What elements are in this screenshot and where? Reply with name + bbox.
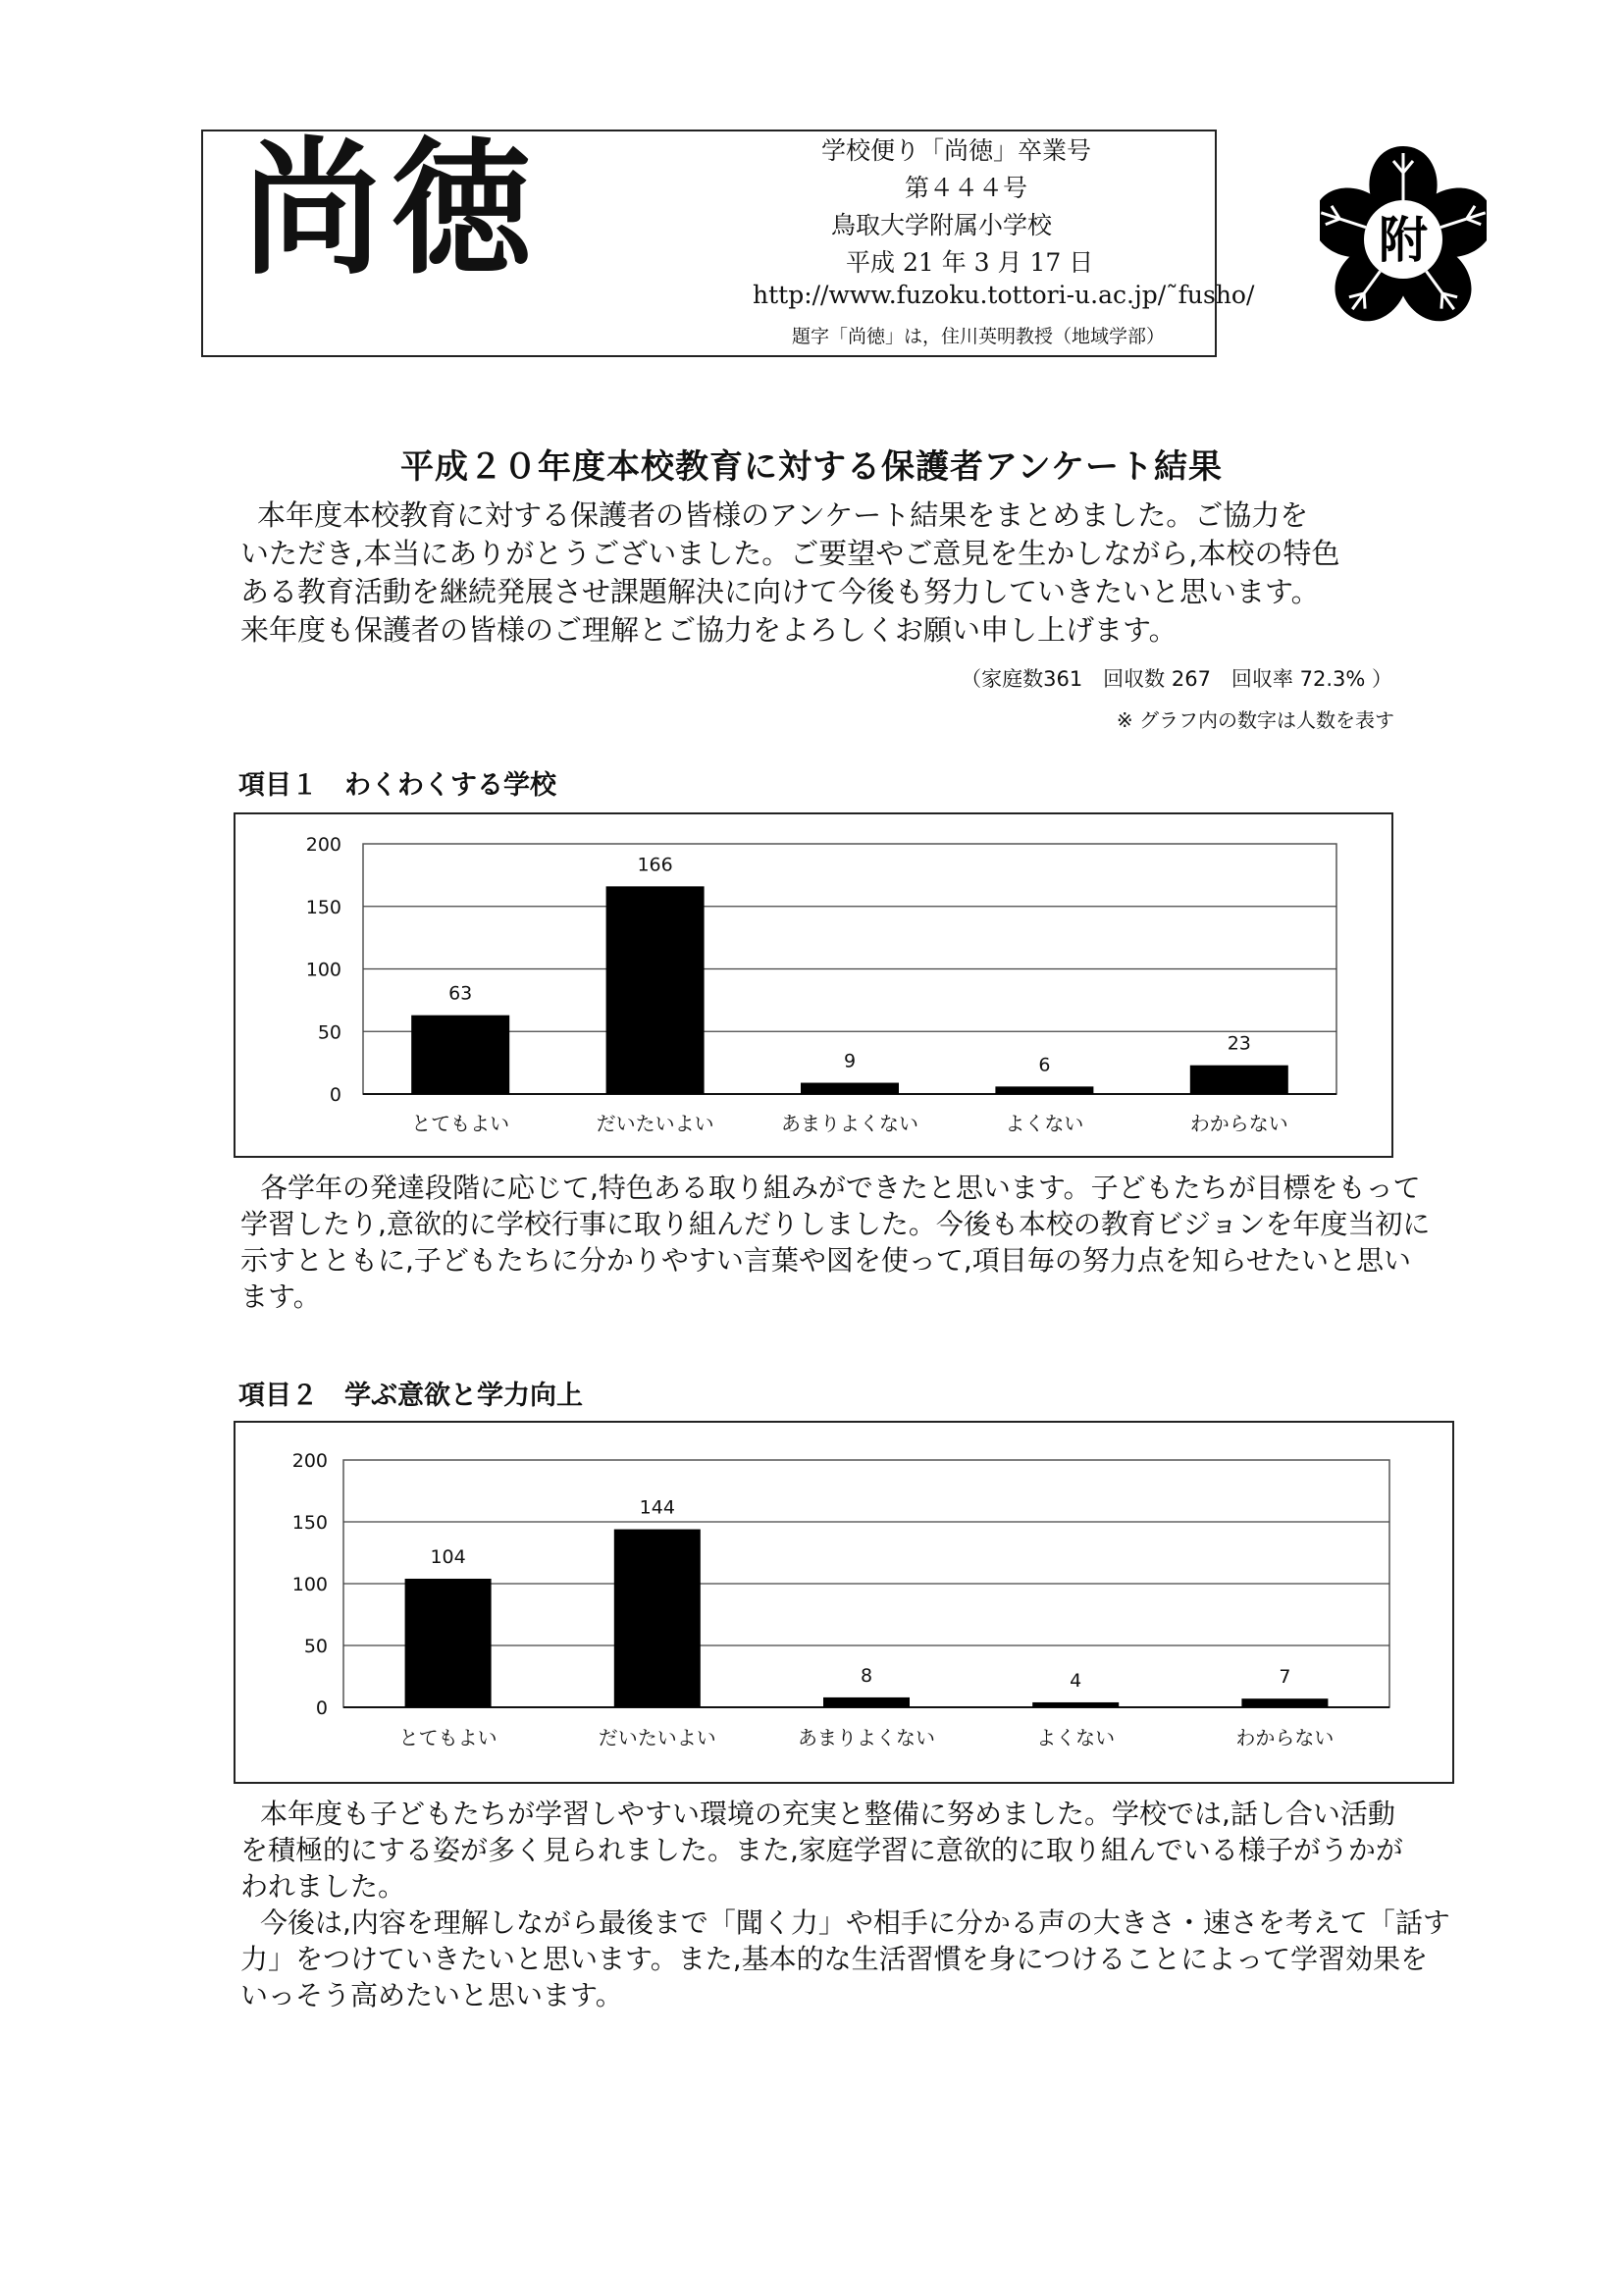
data-label: 7 bbox=[1279, 1666, 1291, 1689]
school-emblem-icon bbox=[1320, 130, 1487, 331]
newsletter-title: 学校便り「尚徳」卒業号 bbox=[821, 136, 1092, 165]
x-tick-label: とてもよい bbox=[398, 1726, 497, 1749]
y-tick-label: 200 bbox=[305, 834, 341, 856]
y-tick-label: 200 bbox=[291, 1450, 328, 1472]
section2-comment-line: を積極的にする姿が多く見られました。また,家庭学習に意欲的に取り組んでいる様子がうかが bbox=[240, 1834, 1403, 1866]
intro-line: いただき,本当にありがとうございました。ご要望やご意見を生かしながら,本校の特色 bbox=[240, 537, 1340, 570]
school-name: 鳥取大学附属小学校 bbox=[831, 211, 1053, 239]
bar bbox=[995, 1086, 1093, 1094]
section1-heading: 項目１ わくわくする学校 bbox=[238, 770, 556, 801]
x-tick-label: わからない bbox=[1189, 1112, 1288, 1135]
bar bbox=[1190, 1066, 1288, 1094]
section1-comment-line: ます。 bbox=[240, 1280, 321, 1313]
y-tick-label: 100 bbox=[305, 959, 341, 981]
x-tick-label: わからない bbox=[1235, 1726, 1335, 1749]
data-label: 144 bbox=[639, 1496, 675, 1519]
data-label: 9 bbox=[843, 1050, 857, 1072]
y-tick-label: 0 bbox=[315, 1697, 328, 1719]
emblem-character: 附 bbox=[1379, 211, 1428, 269]
page-title: 平成２０年度本校教育に対する保護者アンケート結果 bbox=[400, 447, 1223, 487]
bar bbox=[614, 1530, 701, 1707]
survey-stats: （家庭数361 回収数 267 回収率 72.3% ） bbox=[961, 667, 1392, 691]
section2-comment-line: いっそう高めたいと思います。 bbox=[240, 1979, 623, 2011]
newsletter-logo: 尚徳 bbox=[242, 123, 541, 295]
y-tick-label: 150 bbox=[291, 1512, 328, 1534]
data-label: 23 bbox=[1227, 1032, 1251, 1055]
x-tick-label: よくない bbox=[1005, 1112, 1084, 1135]
data-label: 6 bbox=[1038, 1054, 1051, 1076]
bar bbox=[1241, 1698, 1328, 1707]
y-tick-label: 100 bbox=[291, 1574, 328, 1595]
data-label: 63 bbox=[448, 982, 473, 1005]
section1-comment-line: 各学年の発達段階に応じて,特色ある取り組みができたと思います。子どもたちが目標をもって bbox=[260, 1172, 1421, 1204]
issue-number: 第４４４号 bbox=[905, 174, 1028, 202]
x-tick-label: あまりよくない bbox=[798, 1726, 935, 1749]
section2-comment-line: 今後は,内容を理解しながら最後まで「聞く力」や相手に分かる声の大きさ・速さを考えて「話す bbox=[260, 1906, 1450, 1939]
bar bbox=[801, 1083, 899, 1094]
graph-note: ※ グラフ内の数字は人数を表す bbox=[1116, 708, 1394, 732]
issue-date: 平成 21 年 3 月 17 日 bbox=[846, 248, 1094, 277]
bar bbox=[606, 886, 705, 1094]
bar bbox=[411, 1016, 509, 1094]
y-tick-label: 0 bbox=[329, 1084, 341, 1106]
y-tick-label: 50 bbox=[317, 1021, 341, 1044]
bar bbox=[823, 1697, 910, 1707]
school-url[interactable]: http://www.fuzoku.tottori-u.ac.jp/˜fusho/ bbox=[753, 281, 1255, 309]
chart1-frame bbox=[234, 812, 1393, 1158]
x-tick-label: あまりよくない bbox=[781, 1112, 918, 1135]
chart-svg bbox=[236, 1423, 1452, 1782]
section2-comment-line: われました。 bbox=[240, 1870, 406, 1903]
data-label: 4 bbox=[1070, 1669, 1082, 1692]
data-label: 8 bbox=[860, 1664, 873, 1687]
intro-line: 来年度も保護者の皆様のご理解とご協力をよろしくお願い申し上げます。 bbox=[240, 613, 1178, 647]
section2-comment-line: 本年度も子どもたちが学習しやすい環境の充実と整備に努めました。学校では,話し合い活動 bbox=[260, 1798, 1395, 1830]
data-label: 166 bbox=[637, 854, 673, 876]
section1-comment-line: 学習したり,意欲的に学校行事に取り組んだりしました。今後も本校の教育ビジョンを年度当初に bbox=[240, 1208, 1431, 1240]
x-tick-label: よくない bbox=[1036, 1726, 1116, 1749]
calligraphy-credit: 題字「尚徳」は，住川英明教授（地域学部） bbox=[792, 326, 1166, 347]
newsletter-header bbox=[201, 123, 1255, 357]
bar bbox=[405, 1579, 492, 1707]
chart2-frame bbox=[234, 1421, 1454, 1784]
x-tick-label: とてもよい bbox=[411, 1112, 510, 1135]
bar bbox=[1032, 1702, 1119, 1707]
y-tick-label: 150 bbox=[305, 896, 341, 918]
intro-line: 本年度本校教育に対する保護者の皆様のアンケート結果をまとめました。ご協力を bbox=[257, 498, 1309, 532]
y-tick-label: 50 bbox=[303, 1636, 328, 1657]
x-tick-label: だいたいよい bbox=[598, 1726, 716, 1749]
section1-comment-line: 示すとともに,子どもたちに分かりやすい言葉や図を使って,項目毎の努力点を知らせたいと思い bbox=[240, 1244, 1411, 1277]
section2-comment-line: 力」をつけていきたいと思います。また,基本的な生活習慣を身につけることによって学習効果を bbox=[240, 1943, 1429, 1975]
section2-heading: 項目２ 学ぶ意欲と学力向上 bbox=[238, 1381, 583, 1411]
intro-line: ある教育活動を継続発展させ課題解決に向けて今後も努力していきたいと思います。 bbox=[240, 575, 1320, 608]
x-tick-label: だいたいよい bbox=[596, 1112, 714, 1135]
chart-svg bbox=[236, 814, 1391, 1156]
data-label: 104 bbox=[430, 1545, 466, 1568]
